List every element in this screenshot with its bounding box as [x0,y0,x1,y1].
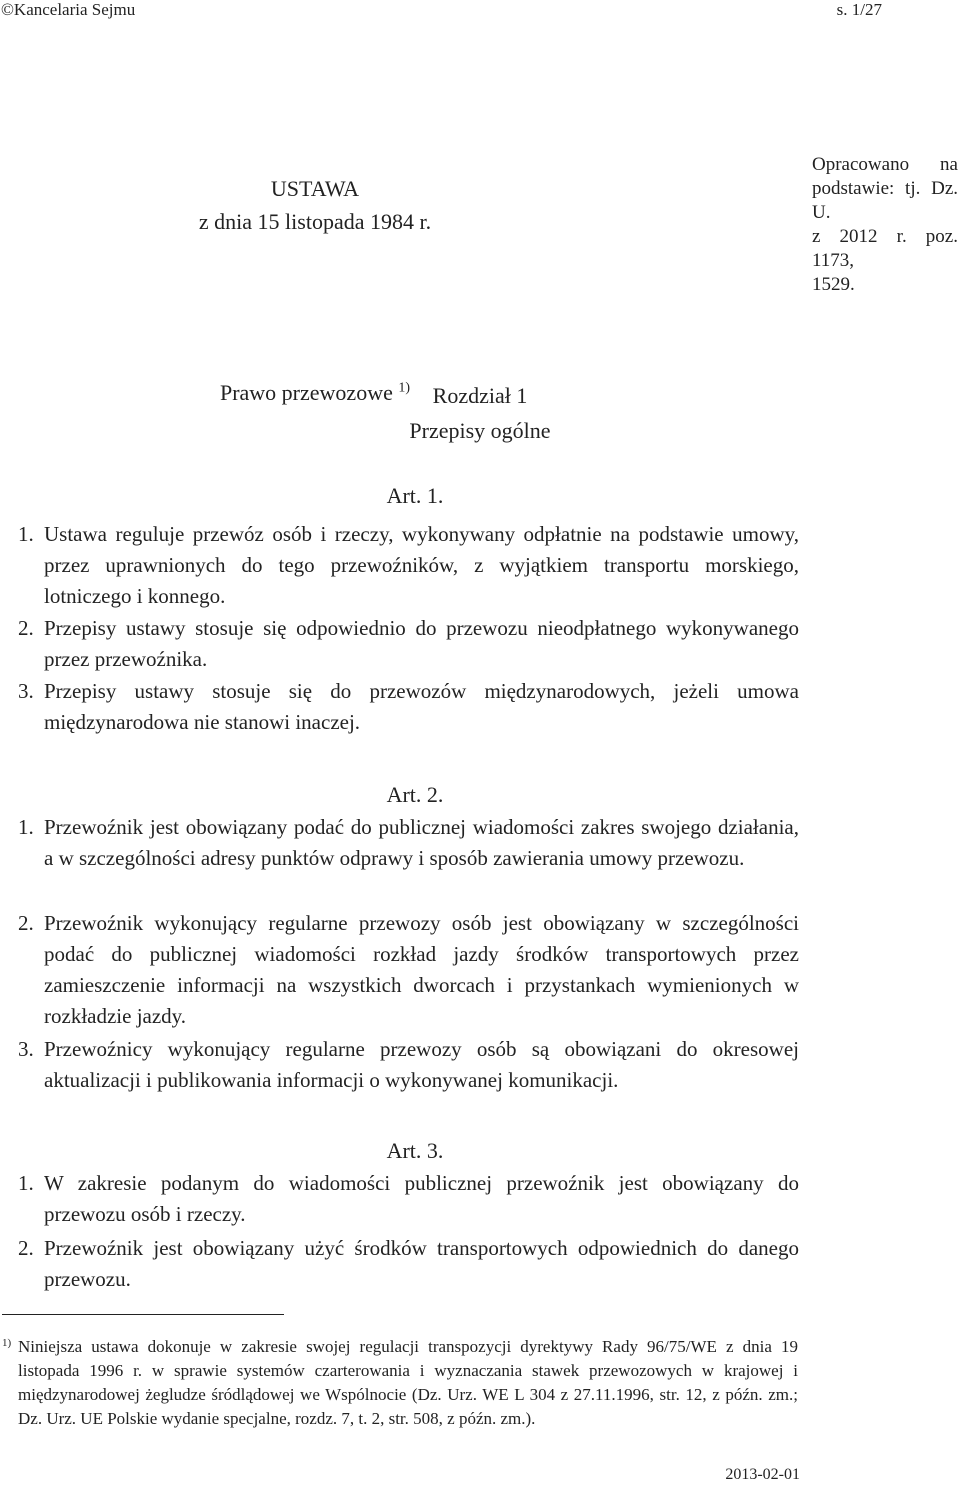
paragraph-number: 1. [18,1171,34,1195]
paragraph-text: Przewoźnik wykonujący regularne przewozy osób jest obowiązany w szczególności podać do publicznej wiadomości rozkład jazdy środków transportowych przez zamieszczenie informacji na wszystkich dworcach i przystankach wymienionych w rozkładzie jazdy. [44,911,799,1028]
paragraph-text: Przewoźnik jest obowiązany podać do publicznej wiadomości zakres swojego działania, a w szczególności adresy punktów odprawy i sposób zawierania umowy przewozu. [44,815,799,870]
article-paragraph [18,519,799,612]
footnote-mark: 1) [2,1337,12,1349]
paragraph-number: 3. [18,679,34,703]
act-name-footnote-ref: 1) [398,380,411,396]
document-title [130,172,500,238]
article-paragraph [18,908,799,1032]
paragraph-number: 2. [18,911,34,935]
publisher-label: ©Kancelaria Sejmu [1,0,136,19]
article-paragraph [18,1034,799,1096]
page-number: s. 1/27 [836,0,882,19]
source-note-line-2: podstawie: tj. Dz. U. [812,178,958,223]
title-line-2: z dnia 15 listopada 1984 r. [198,209,432,234]
paragraph-number: 2. [18,616,34,640]
paragraph-number: 1. [18,815,34,839]
source-note-line-1: Opracowano na [812,154,958,175]
footnote [2,1335,798,1431]
article-paragraph [18,676,799,738]
source-note-line-4: 1529. [812,274,855,295]
footnote-separator [2,1314,284,1315]
article-paragraph [18,613,799,675]
paragraph-number: 2. [18,1236,34,1260]
article-paragraph [18,1168,799,1230]
article-paragraph [18,1233,799,1295]
footnote-text: Niniejsza ustawa dokonuje w zakresie swojej regulacji transpozycji dyrektywy Rady 96/75/WE z dnia 19 listopada 1996 r. w sprawie systemów czarterowania i wyznaczania stawek przewozowych w krajowej i międzynarodowej żegludze śródlądowej we Wspólnocie (Dz. Urz. WE L 304 z 27.11.1996, str. 12, z późn. zm.; Dz. Urz. UE Polskie wydanie specjalne, rozdz. 7, t. 2, str. 508, z późn. zm.). [18,1337,798,1428]
chapter-title: Przepisy ogólne [409,418,551,443]
source-note-line-3: z 2012 r. poz. 1173, [812,226,958,271]
source-note [812,153,958,297]
paragraph-text: Ustawa reguluje przewóz osób i rzeczy, wykonywany odpłatnie na podstawie umowy, przez uprawnionych do tego przewoźników, z wyjątkiem transportu morskiego, lotniczego i konnego. [44,522,799,608]
title-line-1: USTAWA [270,176,360,201]
publication-date: 2013-02-01 [725,1466,800,1483]
paragraph-number: 1. [18,522,34,546]
paragraph-text: Przepisy ustawy stosuje się odpowiednio do przewozu nieodpłatnego wykonywanego przez przewoźnika. [44,616,799,671]
paragraph-text: Przepisy ustawy stosuje się do przewozów międzynarodowych, jeżeli umowa międzynarodowa nie stanowi inaczej. [44,679,799,734]
paragraph-text: Przewoźnik jest obowiązany użyć środków transportowych odpowiednich do danego przewozu. [44,1236,799,1291]
paragraph-text: W zakresie podanym do wiadomości publicznej przewoźnik jest obowiązany do przewozu osób i rzeczy. [44,1171,799,1226]
chapter-number: Rozdział 1 [432,383,528,408]
act-name-text: Prawo przewozowe [219,380,393,405]
paragraph-number: 3. [18,1037,34,1061]
article-heading: Art. 1. [386,483,444,508]
article-heading: Art. 3. [386,1138,444,1163]
article-paragraph [18,812,799,874]
article-heading: Art. 2. [386,782,444,807]
paragraph-text: Przewoźnicy wykonujący regularne przewozy osób są obowiązani do okresowej aktualizacji i publikowania informacji o wykonywanej komunikacji. [44,1037,799,1092]
